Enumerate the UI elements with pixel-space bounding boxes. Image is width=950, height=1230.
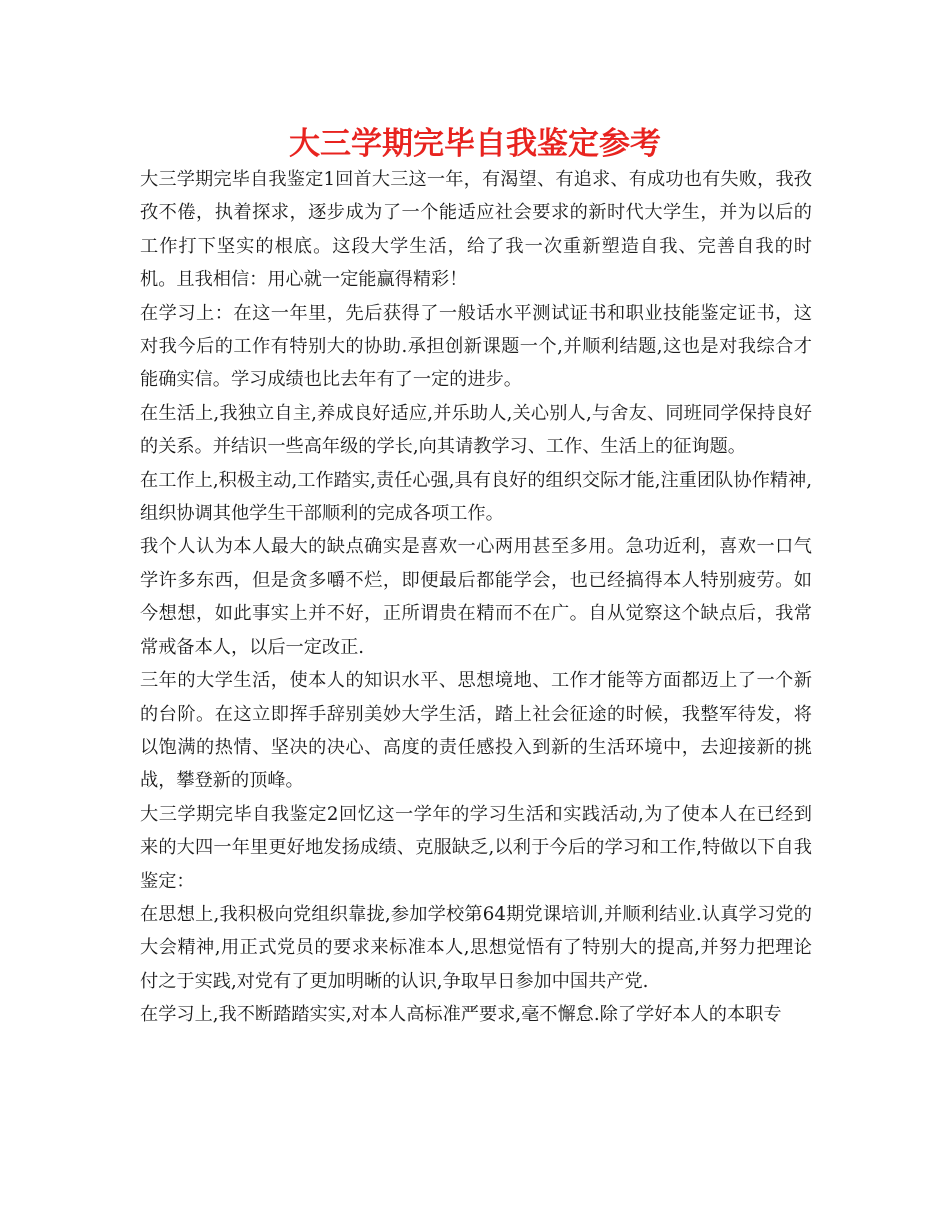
paragraph-5: 我个人认为本人最大的缺点确实是喜欢一心两用甚至多用。急功近利，喜欢一口气学许多东西，但是贪多嚼不烂，即便最后都能学会，也已经搞得本人特别疲劳。如今想想，如此事实上并不好，正所谓贵在精而不在广。自从觉察这个缺点后，我常常戒备本人，以后一定改正.: [140, 536, 812, 658]
paragraph-4: 在工作上,积极主动,工作踏实,责任心强,具有良好的组织交际才能,注重团队协作精神,组织协调其他学生干部顺利的完成各项工作。: [140, 469, 812, 525]
document-body: [140, 163, 812, 1032]
paragraph-6: 三年的大学生活，使本人的知识水平、思想境地、工作才能等方面都迈上了一个新的台阶。在这立即挥手辞别美妙大学生活，踏上社会征途的时候，我整军待发，将以饱满的热情、坚决的决心、高度的责任感投入到新的生活环境中，去迎接新的挑战，攀登新的顶峰。: [140, 670, 812, 792]
paragraph-7: 大三学期完毕自我鉴定2回忆这一学年的学习生活和实践活动,为了使本人在已经到来的大四一年里更好地发扬成绩、克服缺乏,以利于今后的学习和工作,特做以下自我鉴定：: [140, 803, 812, 892]
document-title: 大三学期完毕自我鉴定参考: [289, 126, 661, 162]
paragraph-8: 在思想上,我积极向党组织靠拢,参加学校第64期党课培训,并顺利结业.认真学习党的大会精神,用正式党员的要求来标准本人,思想觉悟有了特别大的提高,并努力把理论付之于实践,对党有了更加明晰的认识,争取早日参加中国共产党.: [140, 903, 812, 992]
paragraph-1: 大三学期完毕自我鉴定1回首大三这一年，有渴望、有追求、有成功也有失败，我孜孜不倦，执着探求，逐步成为了一个能适应社会要求的新时代大学生，并为以后的工作打下坚实的根底。这段大学生活，给了我一次重新塑造自我、完善自我的时机。且我相信：用心就一定能赢得精彩！: [140, 169, 812, 291]
paragraph-9: 在学习上,我不断踏踏实实,对本人高标准严要求,毫不懈怠.除了学好本人的本职专: [140, 1004, 782, 1026]
paragraph-3: 在生活上,我独立自主,养成良好适应,并乐助人,关心别人,与舍友、同班同学保持良好的关系。并结识一些高年级的学长,向其请教学习、工作、生活上的征询题。: [140, 402, 812, 458]
paragraph-2: 在学习上：在这一年里，先后获得了一般话水平测试证书和职业技能鉴定证书，这对我今后的工作有特别大的协助.承担创新课题一个,并顺利结题,这也是对我综合才能确实信。学习成绩也比去年有了一定的进步。: [140, 302, 812, 391]
